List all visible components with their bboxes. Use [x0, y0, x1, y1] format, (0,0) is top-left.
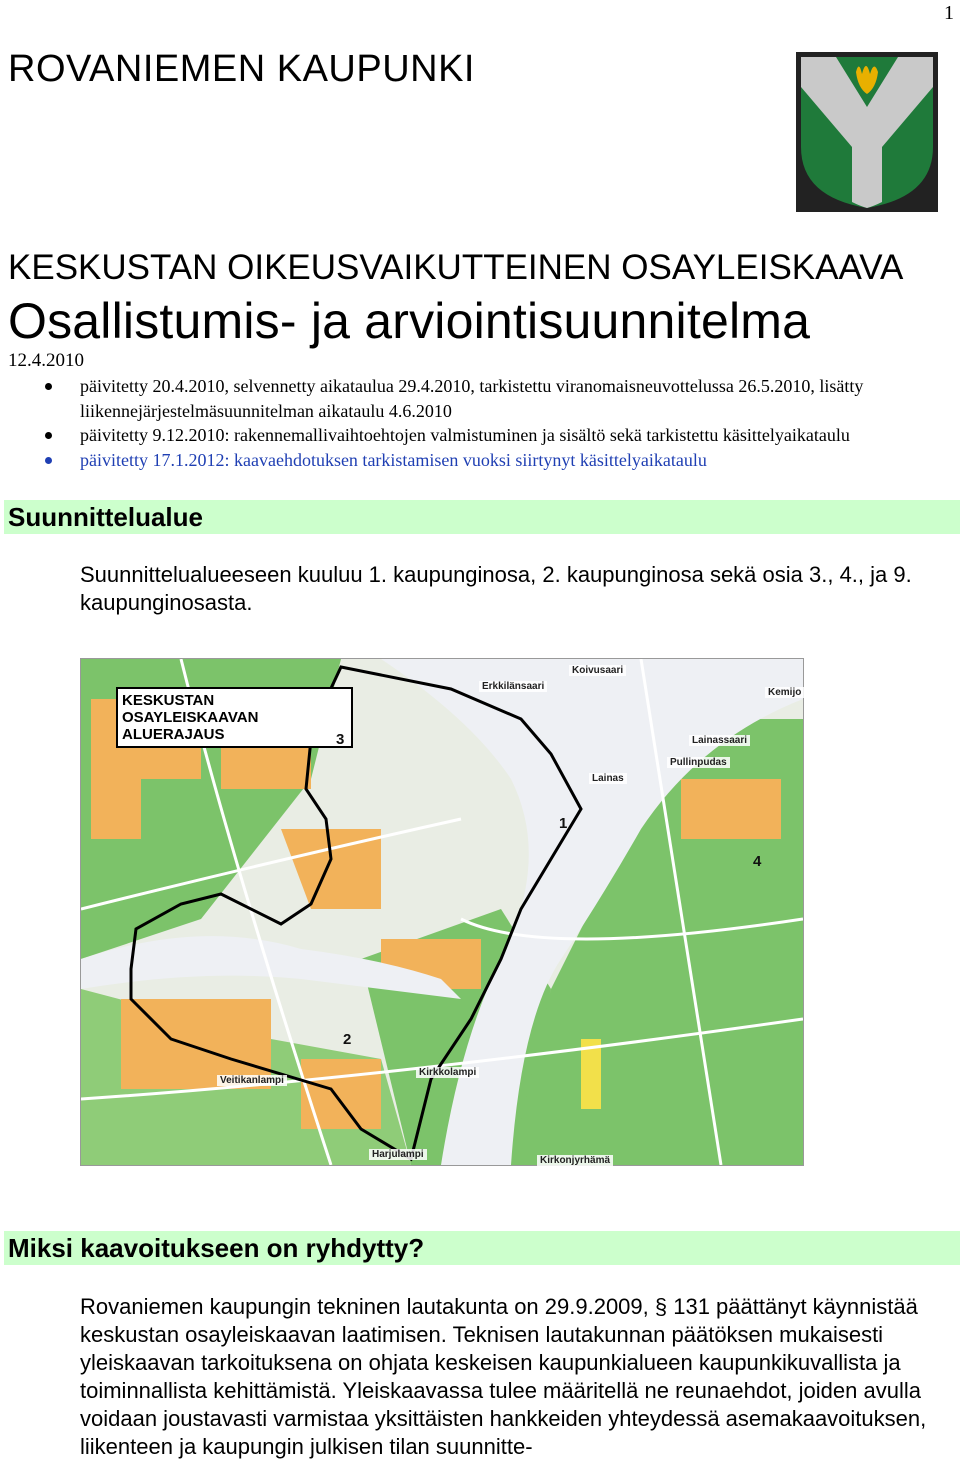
section-heading-reason: Miksi kaavoitukseen on ryhdytty?: [4, 1231, 960, 1265]
place-label-lainassaari: Lainassaari: [689, 735, 750, 746]
district-number-1: 1: [559, 815, 568, 832]
update-item-latest: päivitetty 17.1.2012: kaavaehdotuksen tarkistamisen vuoksi siirtynyt käsittelyaikataulu: [80, 448, 955, 473]
place-label-kirkkolampi: Kirkkolampi: [416, 1067, 479, 1078]
place-label-lainas: Lainas: [589, 773, 627, 784]
place-label-kirkonjyrhama: Kirkonjyrhämä: [537, 1155, 613, 1166]
district-number-2: 2: [343, 1031, 352, 1048]
place-label-kemijoki: Kemijo: [765, 687, 804, 698]
map-title: KESKUSTAN OSAYLEISKAAVAN ALUERAJAUS: [116, 687, 353, 748]
place-label-koivusaari: Koivusaari: [569, 665, 626, 676]
update-list: [80, 374, 955, 472]
place-label-erkkilansaari: Erkkilänsaari: [479, 681, 547, 692]
district-number-3: 3: [336, 731, 345, 748]
reason-text: Rovaniemen kaupungin tekninen lautakunta on 29.9.2009, § 131 päättänyt käynnistää keskustan osayleiskaavan laatimisen. Teknisen lautakunnan päätöksen mukaisesti yleiskaavan tarkoituksena on ohjata keskeisen kaupunkialueen kaupunkikuvallista ja toiminnallista kehittämistä. Yleiskaavassa tulee määritellä ne reunaehdot, joiden avulla voidaan joustavasti varmistaa yksittäisten hankkeiden yhteydessä asemakaavoituksen, liikenteen ja kaupungin julkisen tilan suunnitte-: [80, 1294, 927, 1459]
update-item: päivitetty 20.4.2010, selvennetty aikataulua 29.4.2010, tarkistettu viranomaisneuvottelussa 26.5.2010, lisätty liikennejärjestelmäsuunnitelman aikataulu 4.6.2010: [80, 374, 955, 423]
document-date: 12.4.2010: [8, 350, 84, 371]
update-item: päivitetty 9.12.2010: rakennemallivaihtoehtojen valmistuminen ja sisältö sekä tarkistettu käsittelyaikataulu: [80, 423, 955, 448]
planning-area-text: Suunnittelualueeseen kuuluu 1. kaupunginosa, 2. kaupunginosa sekä osia 3., 4., ja 9. kaupunginosasta.: [80, 562, 912, 615]
section-heading-planning-area: Suunnittelualue: [4, 500, 960, 534]
place-label-pullinpudas: Pullinpudas: [667, 757, 730, 768]
place-label-harjulampi: Harjulampi: [369, 1149, 427, 1160]
city-name: ROVANIEMEN KAUPUNKI: [8, 48, 475, 90]
document-title: Osallistumis- ja arviointisuunnitelma: [8, 293, 811, 349]
plan-name: KESKUSTAN OIKEUSVAIKUTTEINEN OSAYLEISKAAVA: [8, 248, 904, 287]
page-number: 1: [944, 2, 954, 24]
place-label-veitikanlampi: Veitikanlampi: [217, 1075, 287, 1086]
planning-area-map: [80, 658, 804, 1166]
district-number-4: 4: [753, 853, 762, 870]
coat-of-arms-logo: [796, 52, 938, 212]
